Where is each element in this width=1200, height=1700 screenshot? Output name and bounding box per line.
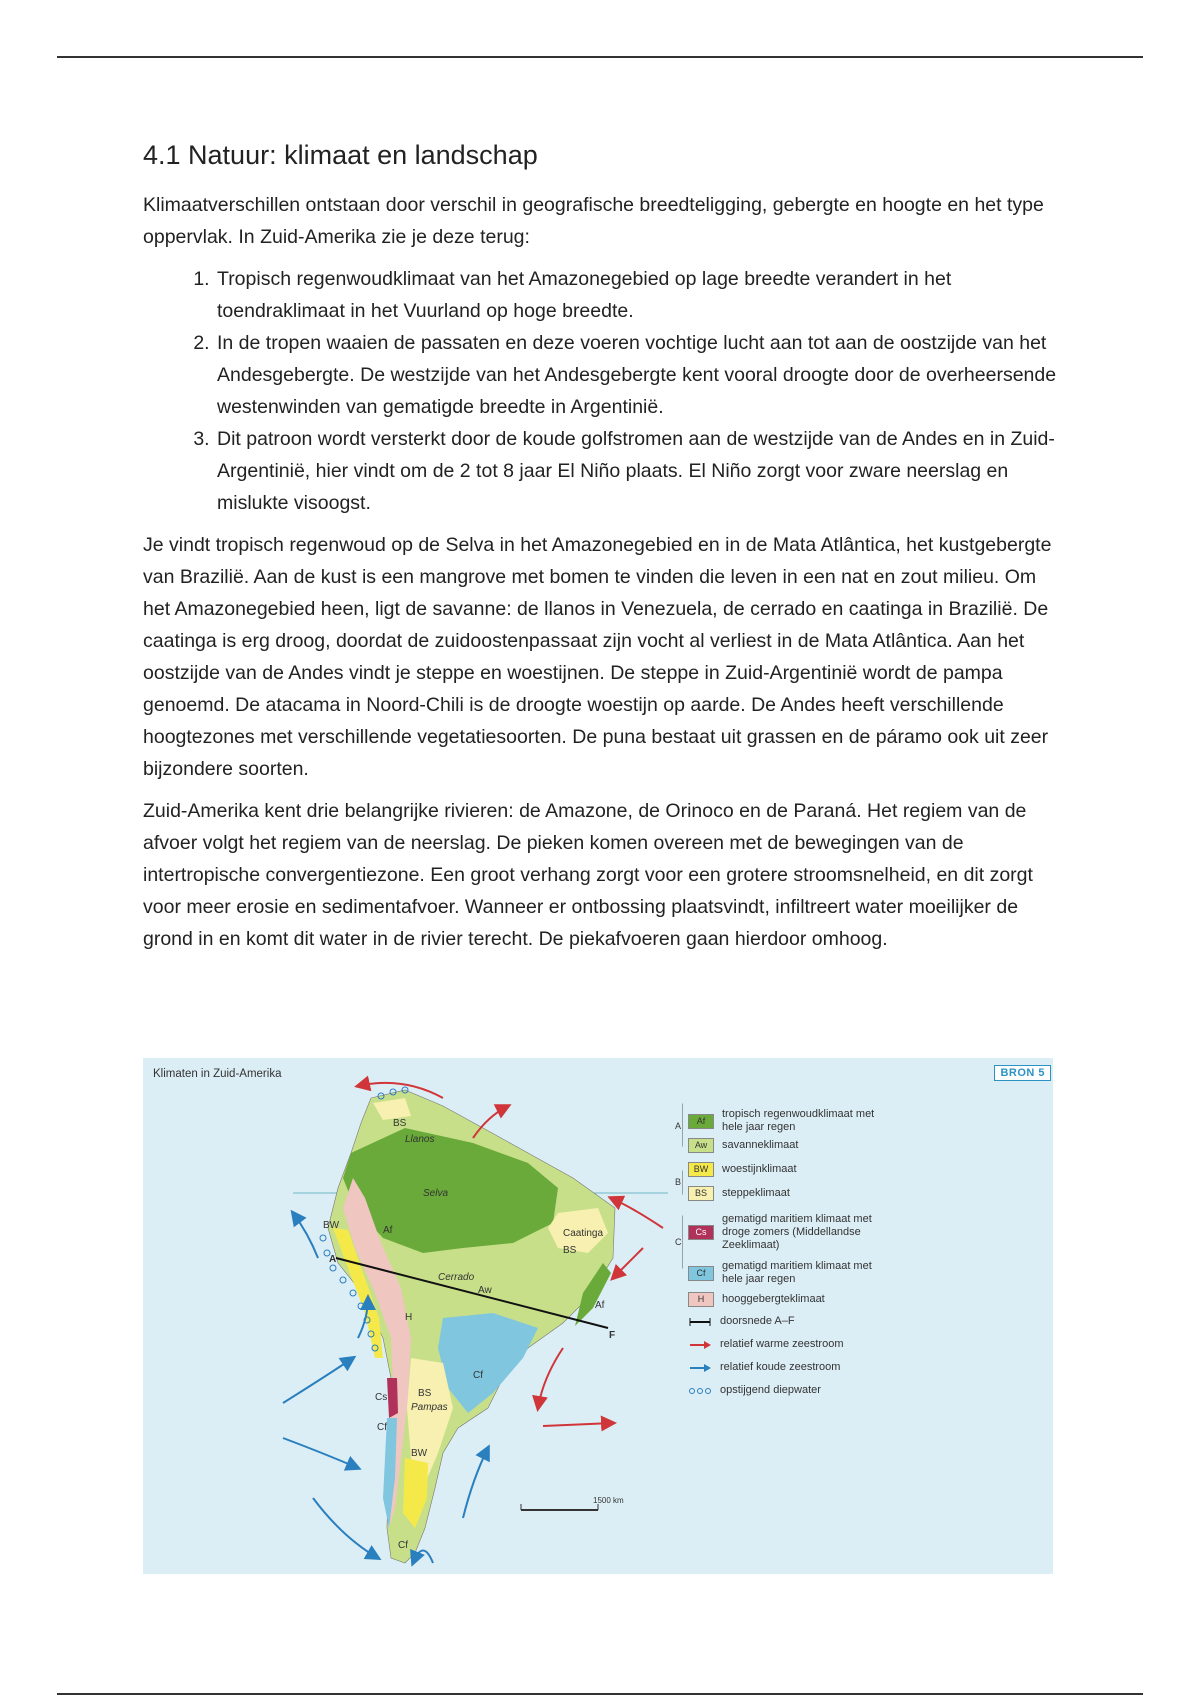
label-cf: Cf [377, 1422, 387, 1433]
list-item: 3. Dit patroon wordt versterkt door de koude golfstromen aan de westzijde van de Andes en in Zuid-Argentinië, hier vindt om de 2 tot 8 jaar El Niño plaats. El Niño zorgt voor zware neerslag en mislukte visoogst. [215, 423, 1058, 519]
swatch-aw: Aw [688, 1138, 714, 1153]
group-label-a: A [675, 1121, 682, 1131]
list-item: 2. In de tropen waaien de passaten en deze voeren vochtige lucht aan tot aan de oostzijde van het Andesgebergte. De westzijde van het Andesgebergte kent vooral droogte door de overheersende westenwinden van gematigde breedte in Argentinië. [215, 327, 1058, 423]
cold-current-icon [688, 1363, 712, 1373]
legend-text: woestijnklimaat [722, 1163, 797, 1175]
zone-cs [387, 1378, 398, 1418]
intro-paragraph: Klimaatverschillen ontstaan door verschil in geografische breedteligging, gebergte en hoogte en het type oppervlak. In Zuid-Amerika zie je deze terug: [143, 194, 1044, 248]
label-af: Af [595, 1300, 605, 1311]
legend-row [688, 1260, 882, 1286]
legend-row [688, 1186, 882, 1201]
scale-label: 1500 km [593, 1496, 624, 1505]
climate-map [143, 1058, 683, 1574]
label-selva: Selva [423, 1188, 449, 1199]
scale-bar [521, 1496, 624, 1510]
label-cf: Cf [473, 1370, 483, 1381]
legend-row [688, 1213, 882, 1252]
legend-text: savanneklimaat [722, 1139, 799, 1151]
legend-text: gematigd maritiem klimaat met droge zomers (Middellandse Zeeklimaat) [722, 1213, 872, 1251]
label-cs: Cs [375, 1392, 388, 1403]
upwelling-icon [688, 1386, 712, 1396]
label-pampas: Pampas [411, 1402, 448, 1413]
legend-row [688, 1162, 882, 1177]
legend-row [688, 1315, 880, 1328]
label-af: Af [383, 1225, 393, 1236]
label-cf: Cf [398, 1540, 408, 1551]
label-bs: BS [418, 1388, 432, 1399]
label-bs: BS [563, 1245, 577, 1256]
paragraph-vegetation: Je vindt tropisch regenwoud op de Selva in het Amazonegebied en in de Mata Atlântica, het kustgebergte van Brazilië. Aan de kust is een mangrove met bomen te vinden die leven in een nat en zout milieu. Om het Amazonegebied heen, ligt de savanne: de llanos in Venezuela, de cerrado en caatinga in Brazilië. De caatinga is erg droog, doordat de zuidoostenpassaat zijn vocht al verliest in de Mata Atlântica. Aan het oostzijde van de Andes vindt je steppe en woestijnen. De steppe in Zuid-Argentinië wordt de pampa genoemd. De atacama in Noord-Chili is de droogte woestijn op aarde. De Andes heeft verschillende hoogtezones met verschillende vegetatiesoorten. De puna bestaat uit grassen en de páramo ook uit zeer bijzondere soorten. [143, 534, 1052, 780]
legend-text: gematigd maritiem klimaat met hele jaar regen [722, 1260, 872, 1285]
swatch-cf: Cf [688, 1266, 714, 1281]
warm-current-icon [688, 1340, 712, 1350]
swatch-h: H [688, 1292, 714, 1307]
legend-text: opstijgend diepwater [720, 1384, 821, 1396]
numbered-list [143, 263, 1058, 519]
legend-row [688, 1138, 882, 1153]
label-bw: BW [411, 1448, 428, 1459]
climate-map-figure [143, 1058, 1053, 1574]
label-caatinga: Caatinga [563, 1228, 604, 1239]
legend-row [688, 1292, 882, 1307]
label-bs: BS [393, 1118, 407, 1129]
figure-title: Klimaten in Zuid-Amerika [153, 1068, 282, 1080]
document-body [143, 140, 1058, 965]
footer-rule [57, 1693, 1143, 1695]
label-h: H [405, 1312, 413, 1323]
legend-row [688, 1384, 880, 1397]
label-llanos: Llanos [405, 1134, 435, 1145]
swatch-cs: Cs [688, 1225, 714, 1240]
group-label-b: B [675, 1177, 682, 1187]
paragraph-rivers: Zuid-Amerika kent drie belangrijke rivieren: de Amazone, de Orinoco en de Paraná. Het regiem van de afvoer volgt het regiem van de neerslag. De pieken komen overeen met de bewegingen van de intertropische convergentiezone. Een groot verhang zorgt voor een grotere stroomsnelheid, en dit zorgt voor meer erosie en sedimentafvoer. Wanneer er ontbossing plaatsvindt, infiltreert water moeilijker de grond in en komt dit water in de rivier terecht. De piekafvoeren gaan hierdoor omhoog. [143, 800, 1033, 950]
label-bw: BW [323, 1220, 340, 1231]
label-a: A [329, 1254, 337, 1265]
legend-text: relatief koude zeestroom [720, 1361, 841, 1373]
legend-text: relatief warme zeestroom [720, 1338, 844, 1350]
group-label-c: C [675, 1237, 682, 1247]
swatch-bw: BW [688, 1162, 714, 1177]
swatch-bs: BS [688, 1186, 714, 1201]
legend-text: hooggebergteklimaat [722, 1293, 825, 1305]
label-aw: Aw [478, 1285, 492, 1296]
legend-row [688, 1361, 880, 1374]
label-cerrado: Cerrado [438, 1272, 475, 1283]
source-badge: BRON 5 [994, 1065, 1051, 1081]
header-rule [57, 56, 1143, 58]
legend-row [688, 1338, 880, 1351]
legend-text: tropisch regenwoudklimaat met hele jaar regen [722, 1108, 875, 1133]
list-item: 1. Tropisch regenwoudklimaat van het Amazonegebied op lage breedte verandert in het toendraklimaat in het Vuurland op hoge breedte. [215, 263, 1058, 327]
page-title: 4.1 Natuur: klimaat en landschap [143, 140, 538, 170]
legend-row [688, 1108, 882, 1134]
section-line-icon [688, 1317, 712, 1327]
legend-text: steppeklimaat [722, 1187, 790, 1199]
label-f: F [609, 1330, 616, 1341]
swatch-af: Af [688, 1114, 714, 1129]
legend-text: doorsnede A–F [720, 1315, 795, 1327]
